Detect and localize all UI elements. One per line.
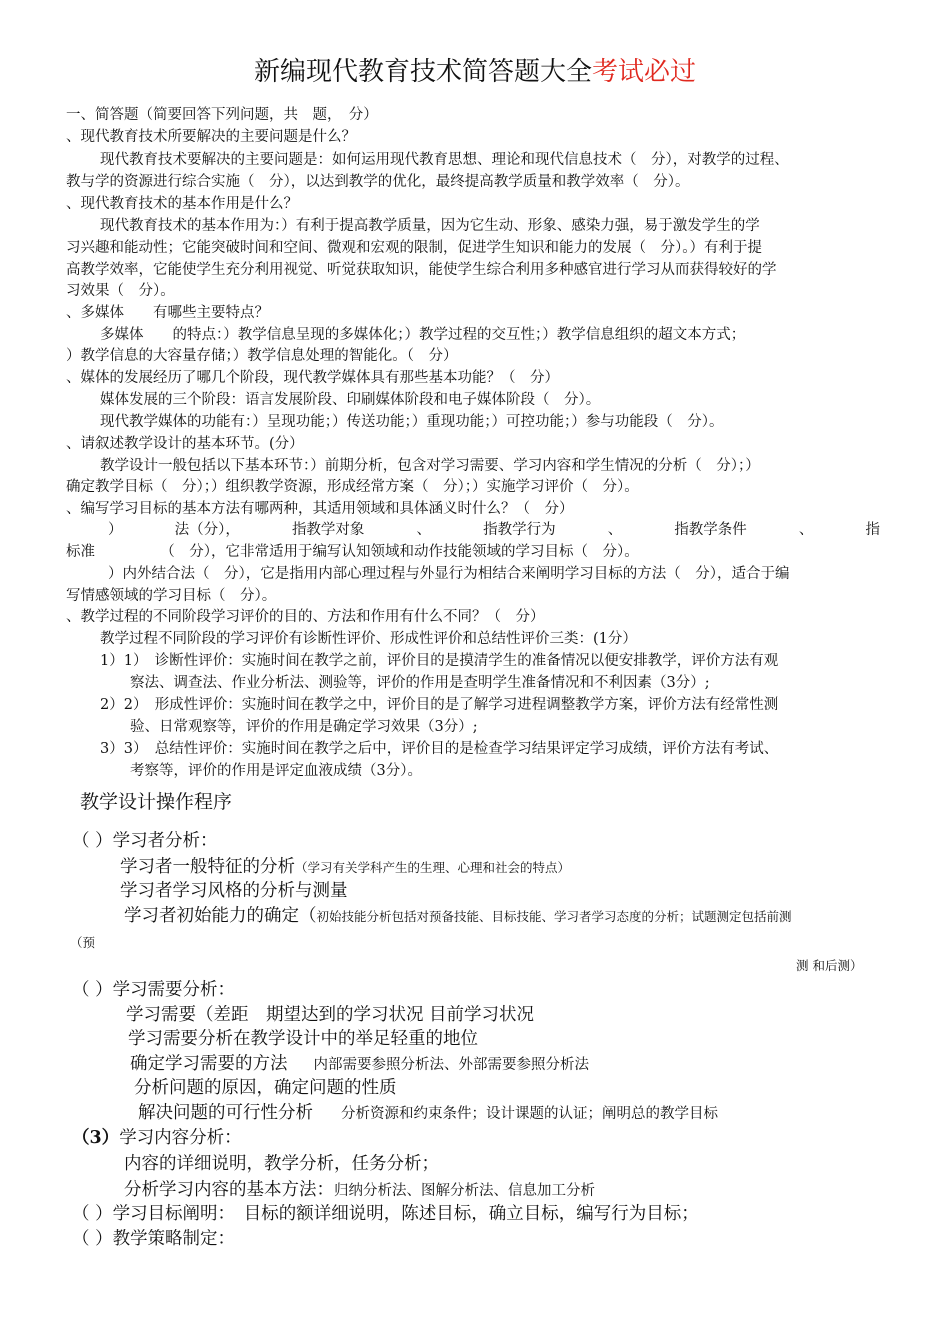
question-line: 、请叙述教学设计的基本环节。(分） xyxy=(66,436,304,452)
step-item xyxy=(138,1101,718,1125)
text-line: 察法、调查法、作业分析法、测验等，评价的作用是查明学生准备情况和不利因素（3分）; xyxy=(130,675,710,691)
item-note: （学习有关学科产生的生理、心理和社会的特点） xyxy=(295,860,571,875)
item-text: 分析学习内容的基本方法： xyxy=(124,1180,334,1200)
item-note: 分析资源和约束条件；设计课题的认证；阐明总的教学目标 xyxy=(341,1106,718,1122)
text-line: 验、日常观察等，评价的作用是确定学习效果（3分）; xyxy=(130,719,478,735)
text-line: 媒体发展的三个阶段：语言发展阶段、印刷媒体阶段和电子媒体阶段（ 分）。 xyxy=(100,392,601,408)
text-line: 确定教学目标（ 分）；）组织教学资源，形成经常方案（ 分）；）实施学习评价（ 分）。 xyxy=(66,479,639,495)
list-item: 1）1） 诊断性评价：实施时间在教学之前，评价目的是摸清学生的准备情况以便安排教学，评价方法有观 xyxy=(100,653,779,669)
justified-line xyxy=(108,520,880,540)
step-heading: （ ）教学策略制定： xyxy=(72,1229,236,1249)
text-line: 写情感领域的学习目标（ 分）。 xyxy=(66,588,277,604)
page-title xyxy=(0,54,950,90)
step-number: （3） xyxy=(72,1128,120,1148)
step-item xyxy=(124,904,792,928)
section-heading: 教学设计操作程序 xyxy=(80,791,233,813)
line-fragment: 法（分）， xyxy=(174,522,240,538)
step-item: 分析问题的原因，确定问题的性质 xyxy=(134,1078,397,1098)
text-line: ）内外结合法（ 分），它是指用内部心理过程与外显行为相结合来阐明学习目标的方法（ 分），适合于编 xyxy=(108,566,790,582)
line-fragment: 指教学行为 xyxy=(483,522,556,538)
line-fragment: 指教学条件 xyxy=(674,522,747,538)
line-fragment: ） xyxy=(108,522,123,538)
text-line: ）教学信息的大容量存储；）教学信息处理的智能化。（ 分） xyxy=(66,348,458,364)
text-line: 习效果（ 分）。 xyxy=(66,283,175,299)
step-item xyxy=(130,1052,589,1076)
text-line: 现代教学媒体的功能有：）呈现功能；）传送功能；）重现功能；）可控功能；）参与功能段（ 分）。 xyxy=(100,414,724,430)
step-item xyxy=(120,855,570,879)
item-text: 确定学习需要的方法 xyxy=(130,1054,288,1074)
text-line: 教学过程不同阶段的学习评价有诊断性评价、形成性评价和总结性评价三类：(1分） xyxy=(100,631,637,647)
question-line: 、教学过程的不同阶段学习评价的目的、方法和作用有什么不同？（ 分） xyxy=(66,609,545,625)
step-item xyxy=(124,1178,595,1202)
step-heading xyxy=(72,1126,242,1150)
item-note: 归纳分析法、图解分析法、信息加工分析 xyxy=(334,1183,595,1199)
title-accent: 考试必过 xyxy=(592,57,697,87)
step-item: 学习需要（差距 期望达到的学习状况 目前学习状况 xyxy=(126,1005,535,1025)
item-note: 内部需要参照分析法、外部需要参照分析法 xyxy=(313,1057,589,1073)
question-line: 、媒体的发展经历了哪几个阶段，现代教学媒体具有那些基本功能？（ 分） xyxy=(66,370,559,386)
line-fragment: 、 xyxy=(416,522,432,538)
step-heading: （ ）学习目标阐明： 目标的额详细说明，陈述目标，确立目标，编写行为目标； xyxy=(72,1204,699,1224)
text-line: 一、简答题（简要回答下列问题，共 题， 分） xyxy=(66,107,378,123)
item-note: （预 xyxy=(70,935,96,950)
text-line: 现代教育技术的基本作用为：）有利于提高教学质量，因为它生动、形象、感染力强，易于激发学生的学 xyxy=(100,218,760,234)
text-line: 现代教育技术要解决的主要问题是：如何运用现代教育思想、理论和现代信息技术（ 分），对教学的过程、 xyxy=(100,152,789,168)
question-line: 、现代教育技术所要解决的主要问题是什么？ xyxy=(66,129,356,145)
text-line: 教学设计一般包括以下基本环节：）前期分析，包含对学习需要、学习内容和学生情况的分析（ 分）；） xyxy=(100,458,760,474)
item-text: 学习者初始能力的确定（ xyxy=(124,906,317,926)
text-line: 考察等，评价的作用是评定血液成绩（3分）。 xyxy=(130,763,422,779)
step-title: 学习内容分析： xyxy=(119,1128,242,1148)
item-note: 测 和后测） xyxy=(796,958,863,973)
question-line: 、现代教育技术的基本作用是什么？ xyxy=(66,196,298,212)
step-item: 学习需要分析在教学设计中的举足轻重的地位 xyxy=(128,1029,478,1049)
question-line: 、多媒体 有哪些主要特点？ xyxy=(66,305,269,321)
title-main: 新编现代教育技术简答题大全 xyxy=(253,57,592,87)
line-fragment: 指 xyxy=(865,522,880,538)
step-heading: （ ）学习者分析： xyxy=(72,831,218,851)
step-item: 内容的详细说明，教学分析，任务分析； xyxy=(124,1154,439,1174)
step-heading: （ ）学习需要分析： xyxy=(72,980,236,1000)
text-line: 习兴趣和能动性；它能突破时间和空间、微观和宏观的限制，促进学生知识和能力的发展（ 分）。）有利于提 xyxy=(66,240,762,256)
line-fragment: 、 xyxy=(798,522,814,538)
item-text: 解决问题的可行性分析 xyxy=(138,1103,313,1123)
text-line: 标准 （ 分），它非常适用于编写认知领域和动作技能领域的学习目标（ 分）。 xyxy=(66,544,639,560)
item-note: 初始技能分析包括对预备技能、目标技能、学习者学习态度的分析；试题测定包括前测 xyxy=(316,909,792,924)
text-line: 高教学效率，它能使学生充分利用视觉、听觉获取知识，能使学生综合利用多种感官进行学习从而获得较好的学 xyxy=(66,262,777,278)
list-item: 3）3） 总结性评价：实施时间在教学之后中，评价目的是检查学习结果评定学习成绩，评价方法有考试、 xyxy=(100,741,779,757)
item-text: 学习者一般特征的分析 xyxy=(120,857,295,877)
line-fragment: 、 xyxy=(607,522,623,538)
text-line: 多媒体 的特点：）教学信息呈现的多媒体化；）教学过程的交互性；）教学信息组织的超文本方式； xyxy=(100,327,746,343)
step-item: 学习者学习风格的分析与测量 xyxy=(120,881,348,901)
text-line: 教与学的资源进行综合实施（ 分），以达到教学的优化，最终提高教学质量和教学效率（ 分）。 xyxy=(66,174,690,190)
line-fragment: 指教学对象 xyxy=(291,522,365,538)
list-item: 2）2） 形成性评价：实施时间在教学之中，评价目的是了解学习进程调整教学方案，评价方法有经常性测 xyxy=(100,697,779,713)
question-line: 、编写学习目标的基本方法有哪两种，其适用领域和具体涵义时什么？（ 分） xyxy=(66,501,574,517)
